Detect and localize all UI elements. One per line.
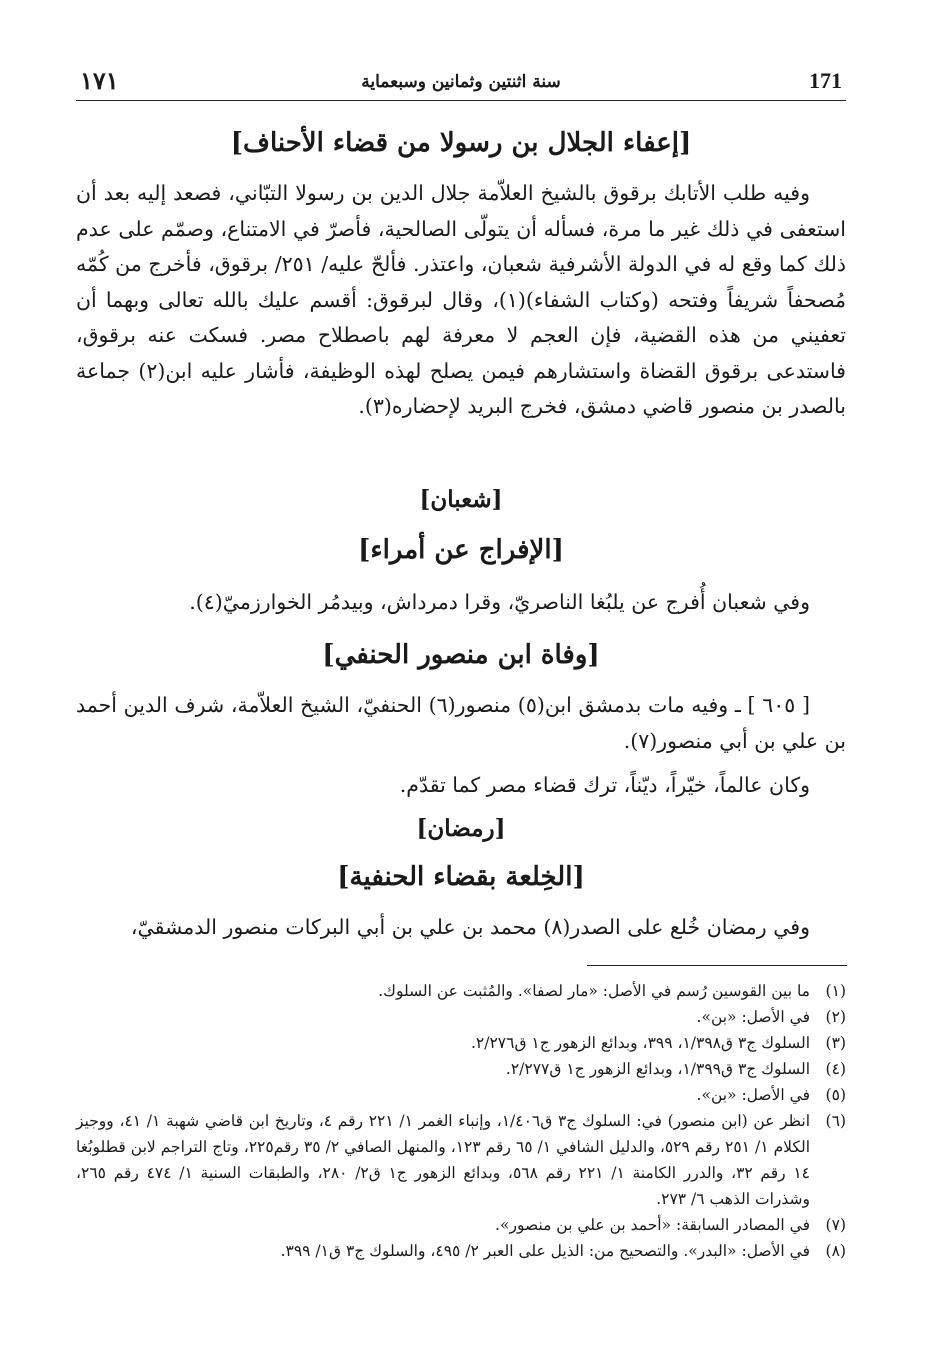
running-title: سنة اثنتين وثمانين وسبعماية bbox=[361, 72, 561, 92]
footnote-number: (٨) bbox=[825, 1242, 846, 1260]
footnote-text: السلوك ج٣ ق١/٣٩٨، ٣٩٩، وبدائع الزهور ج١ ق٢/٢٧٦. bbox=[470, 1034, 810, 1052]
footnote-text: في الأصل: «بن». bbox=[696, 1008, 810, 1026]
footnote-text: في الأصل: «بن». bbox=[696, 1086, 810, 1104]
footnote bbox=[76, 1082, 846, 1108]
footnote-text: انظر عن (ابن منصور) في: السلوك ج٣ ق١/٤٠٦، وإنباء الغمر ١/ ٢٢١ رقم ٤، وتاريخ ابن قاضي شهبة ١/ ٤١، ووجيز الكلام ١/ ٢٥١ رقم ٥٢٩، والدليل الشافي ١/ ٦٥ رقم ١٢٣، والمنهل الصافي ٢/ ٣٥ رقم٢٢٥، وتاج التراجم لابن قطلوبُغا ١٤ رقم ٣٢، والدرر الكامنة ١/ ٢٢١ رقم ٥٦٨، وبدائع الزهور ج١ ق٢/ ٢٨٠، والطبقات السنية ١/ ٤٧٤ رقم ٢٦٥، وشذرات الذهب ٦/ ٢٧٣. bbox=[76, 1112, 811, 1208]
paragraph: وفيه طلب الأتابك برقوق بالشيخ العلاّمة جلال الدين بن رسولا التبّاني، فصعد إليه بعد أن استعفى في ذلك غير ما مرة، فسأله أن يتولّى الصالحية، فأصرّ في الامتناع، وصمّم على عدم ذلك كما وقع له في الدولة الأشرفية شعبان، واعتذر. فألحّ عليه/ ٢٥١/ برقوق، فأخرج من كُمّه مُصحفاً شريفاً وفتحه (وكتاب الشفاء)(١)، وقال لبرقوق: أقسم عليك بالله تعالى وبهما أن تعفيني من هذه القضية، فإن العجم لا معرفة لهم باصطلاح مصر. فسكت عنه برقوق، فاستدعى برقوق القضاة واستشارهم فيمن يصلح لهذه الوظيفة، فأشار عليه ابن(٢) جماعة بالصدر بن منصور قاضي دمشق، فخرج البريد لإحضاره(٣). bbox=[76, 181, 846, 418]
month-heading: [شعبان] bbox=[419, 486, 503, 513]
page-header bbox=[76, 66, 846, 101]
footnote bbox=[76, 1212, 846, 1238]
footnote bbox=[76, 1004, 846, 1030]
paragraph: وفي رمضان خُلع على الصدر(٨) محمد بن علي بن أبي البركات منصور الدمشقيّ، bbox=[130, 915, 810, 939]
footnote bbox=[76, 1030, 846, 1056]
footnote-number: (٣) bbox=[825, 1034, 846, 1052]
footnote-number: (٥) bbox=[825, 1086, 846, 1104]
footnote-number: (٢) bbox=[825, 1008, 846, 1026]
footnote-text: في الأصل: «البدر». والتصحيح من: الذيل على العبر ٢/ ٤٩٥، والسلوك ج٣ ق١/ ٣٩٩. bbox=[280, 1242, 810, 1260]
paragraph: وكان عالماً، خيّراً، ديّناً، ترك قضاء مصر كما تقدّم. bbox=[399, 773, 810, 797]
footnote-text: السلوك ج٣ ق١/٣٩٩، وبدائع الزهور ج١ ق٢/٢٧٧. bbox=[505, 1060, 810, 1078]
footnote-number: (١) bbox=[825, 982, 846, 1000]
page-number-arabic: ١٧١ bbox=[80, 66, 119, 95]
footnote bbox=[76, 1108, 846, 1212]
section-heading: [الإفراج عن أمراء] bbox=[358, 535, 564, 565]
paragraph: وفي شعبان أُفرج عن يلبُغا الناصريّ، وقرا دمرداش، وبيدمُر الخوارزميّ(٤). bbox=[189, 590, 810, 614]
section-heading: [الخِلعة بقضاء الحنفية] bbox=[337, 862, 585, 892]
section-heading: [وفاة ابن منصور الحنفي] bbox=[322, 640, 600, 670]
footnote bbox=[76, 978, 846, 1004]
footnote-number: (٧) bbox=[825, 1216, 846, 1234]
footnote-number: (٤) bbox=[825, 1060, 846, 1078]
footnote bbox=[76, 1056, 846, 1082]
page-number-western: 171 bbox=[809, 68, 842, 93]
paragraph: [ ٦٠٥ ] ـ وفيه مات بدمشق ابن(٥) منصور(٦) الحنفيّ، الشيخ العلاّمة، شرف الدين أحمد بن علي بن أبي منصور(٧). bbox=[76, 693, 846, 753]
footnote-text: ما بين القوسين رُسم في الأصل: «مار لصفا». والمُثبت عن السلوك. bbox=[378, 982, 810, 1000]
footnote-separator bbox=[587, 965, 847, 966]
footnotes bbox=[76, 978, 846, 1264]
footnote-number: (٦) bbox=[825, 1112, 846, 1130]
footnote-text: في المصادر السابقة: «أحمد بن علي بن منصور». bbox=[495, 1216, 810, 1234]
month-heading: [رمضان] bbox=[416, 815, 506, 842]
footnote bbox=[76, 1238, 846, 1264]
section-heading: [إعفاء الجلال بن رسولا من قضاء الأحناف] bbox=[230, 128, 692, 158]
